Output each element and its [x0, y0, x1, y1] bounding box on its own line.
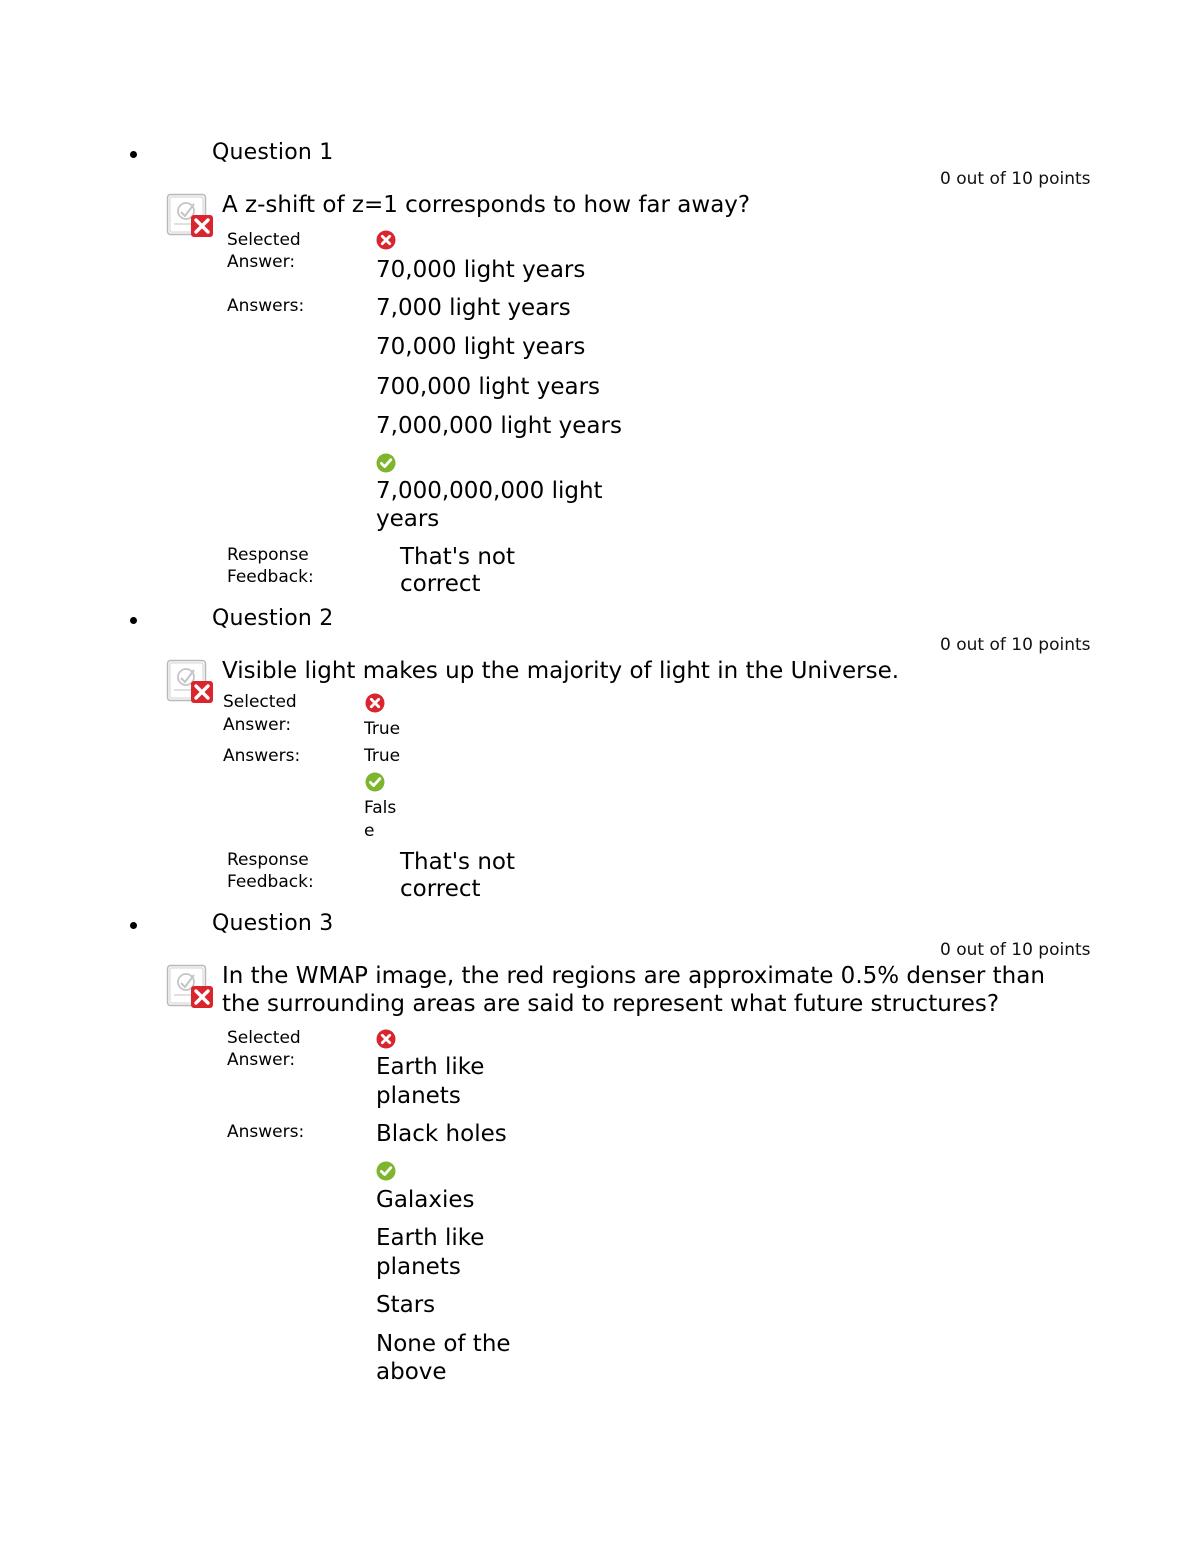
wrong-mark-icon: [376, 1029, 396, 1049]
answer-option: 7,000,000 light years: [376, 413, 622, 439]
wrong-mark-icon: [376, 230, 396, 250]
answer-option: 700,000 light years: [376, 374, 601, 400]
list-bullet: [130, 151, 137, 158]
selected-answer-label: Answer:: [223, 715, 292, 735]
question-text: A z-shift of z=1 corresponds to how far away?: [222, 192, 751, 218]
selected-answer-label: Answer:: [227, 252, 296, 272]
question-text: Visible light makes up the majority of light in the Universe.: [222, 658, 900, 684]
response-feedback-label: Response: [227, 545, 309, 565]
selected-answer: planets: [376, 1083, 461, 1109]
response-feedback-label: Response: [227, 850, 309, 870]
answer-option: Earth like: [376, 1225, 485, 1251]
correct-mark-icon: [376, 1161, 396, 1181]
question-points: 0 out of 10 points: [940, 940, 1091, 960]
correct-answer: Fals: [364, 798, 397, 818]
list-bullet: [130, 922, 137, 929]
answers-label: Answers:: [227, 296, 305, 316]
answer-option: True: [364, 746, 401, 766]
selected-answer-label: Selected: [223, 692, 297, 712]
question-title: Question 1: [212, 140, 334, 165]
selected-answer-label: Selected: [227, 230, 301, 250]
question-text: the surrounding areas are said to represent what future structures?: [222, 991, 1000, 1017]
selected-answer: True: [364, 719, 401, 739]
selected-answer-label: Selected: [227, 1028, 301, 1048]
answers-label: Answers:: [227, 1122, 305, 1142]
correct-mark-icon: [365, 772, 385, 792]
selected-answer-label: Answer:: [227, 1050, 296, 1070]
question-points: 0 out of 10 points: [940, 635, 1091, 655]
answer-option: planets: [376, 1254, 461, 1280]
question-points: 0 out of 10 points: [940, 169, 1091, 189]
response-feedback: correct: [400, 571, 481, 597]
response-feedback: That's not: [400, 849, 516, 875]
answer-option: Black holes: [376, 1121, 507, 1147]
correct-answer: years: [376, 506, 440, 532]
response-feedback-label: Feedback:: [227, 567, 314, 587]
wrong-mark-icon: [365, 693, 385, 713]
answer-option: above: [376, 1359, 447, 1385]
selected-answer: Earth like: [376, 1054, 485, 1080]
correct-answer: e: [364, 821, 375, 841]
incorrect-question-icon: [166, 191, 214, 239]
question-text: In the WMAP image, the red regions are approximate 0.5% denser than: [222, 963, 1045, 989]
answer-option: Stars: [376, 1292, 436, 1318]
incorrect-question-icon: [166, 962, 214, 1010]
correct-answer: 7,000,000,000 light: [376, 478, 603, 504]
selected-answer: 70,000 light years: [376, 257, 586, 283]
response-feedback: That's not: [400, 544, 516, 570]
answer-option: 7,000 light years: [376, 295, 571, 321]
question-title: Question 3: [212, 911, 334, 936]
incorrect-question-icon: [166, 657, 214, 705]
correct-answer: Galaxies: [376, 1187, 475, 1213]
answer-option: None of the: [376, 1331, 511, 1357]
response-feedback: correct: [400, 876, 481, 902]
response-feedback-label: Feedback:: [227, 872, 314, 892]
answer-option: 70,000 light years: [376, 334, 586, 360]
question-title: Question 2: [212, 606, 334, 631]
correct-mark-icon: [376, 453, 396, 473]
answers-label: Answers:: [223, 746, 301, 766]
list-bullet: [130, 617, 137, 624]
